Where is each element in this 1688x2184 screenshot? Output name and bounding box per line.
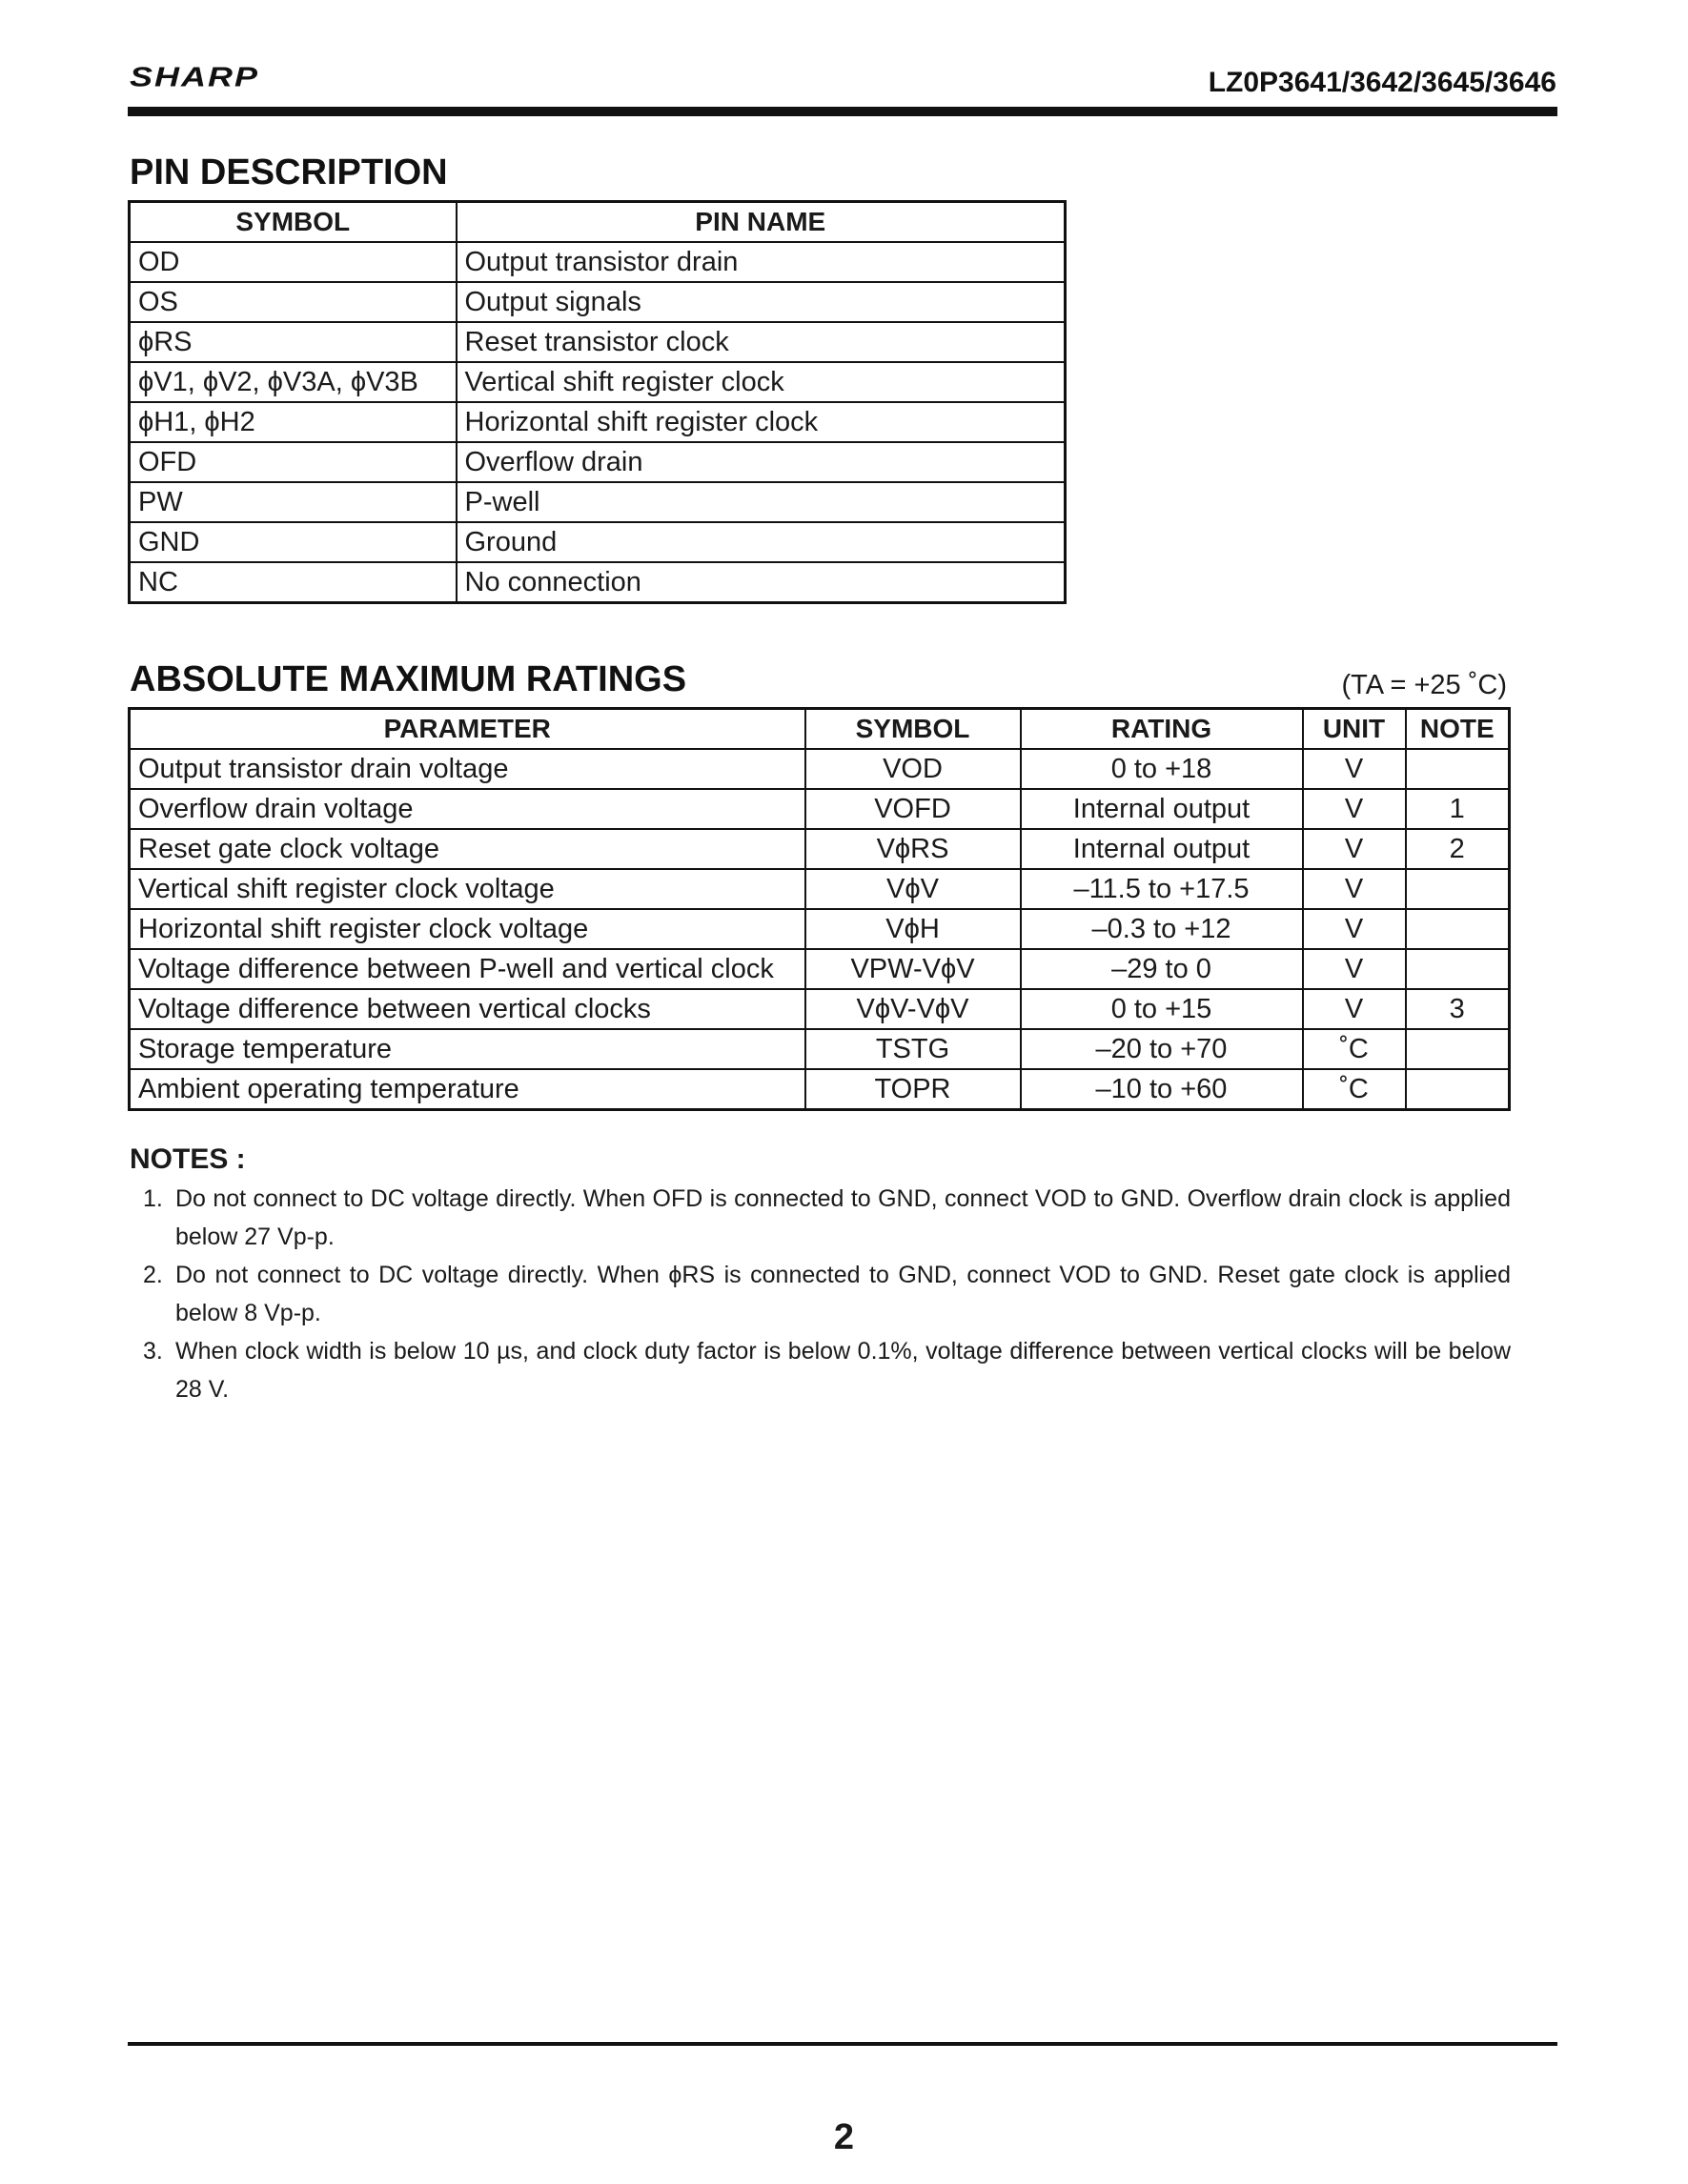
- temperature-condition: (TA = +25 ˚C): [1341, 670, 1507, 700]
- table-row: [130, 789, 1510, 829]
- rating-cell: –0.3 to +12: [1021, 909, 1303, 949]
- table-row: [130, 829, 1510, 869]
- pin-name-cell: No connection: [457, 562, 1066, 603]
- symbol-cell: OD: [130, 242, 457, 282]
- unit-cell: V: [1303, 949, 1406, 989]
- note-cell: 2: [1406, 829, 1510, 869]
- note-cell: [1406, 909, 1510, 949]
- note-number: 3.: [143, 1338, 163, 1365]
- table-row: [130, 242, 1066, 282]
- parameter-cell: Overflow drain voltage: [130, 789, 805, 829]
- absolute-max-title: ABSOLUTE MAXIMUM RATINGS: [130, 659, 687, 699]
- table-row: [130, 869, 1510, 909]
- pin-name-cell: Ground: [457, 522, 1066, 562]
- note-item: [143, 1180, 1511, 1256]
- symbol-cell: GND: [130, 522, 457, 562]
- note-cell: [1406, 749, 1510, 789]
- parameter-cell: Horizontal shift register clock voltage: [130, 909, 805, 949]
- table-row: [130, 402, 1066, 442]
- symbol-cell: VϕH: [805, 909, 1021, 949]
- symbol-cell: VϕV-VϕV: [805, 989, 1021, 1029]
- rating-cell: 0 to +18: [1021, 749, 1303, 789]
- note-text: Do not connect to DC voltage directly. When ϕRS is connected to GND, connect VOD to GND. Reset gate clock is applied below 8 Vp-p.: [175, 1262, 1511, 1326]
- rating-cell: Internal output: [1021, 789, 1303, 829]
- pin-name-cell: Vertical shift register clock: [457, 362, 1066, 402]
- symbol-cell: VOD: [805, 749, 1021, 789]
- table-header-row: [130, 202, 1066, 243]
- column-header: UNIT: [1303, 709, 1406, 750]
- rating-cell: –20 to +70: [1021, 1029, 1303, 1069]
- sharp-logo: SHARP: [130, 61, 260, 92]
- column-header: NOTE: [1406, 709, 1510, 750]
- symbol-cell: TOPR: [805, 1069, 1021, 1110]
- unit-cell: V: [1303, 749, 1406, 789]
- symbol-cell: VPW-VϕV: [805, 949, 1021, 989]
- table-row: [130, 1029, 1510, 1069]
- rating-cell: –10 to +60: [1021, 1069, 1303, 1110]
- table-row: [130, 442, 1066, 482]
- symbol-cell: ϕV1, ϕV2, ϕV3A, ϕV3B: [130, 362, 457, 402]
- column-header: PIN NAME: [457, 202, 1066, 243]
- note-text: Do not connect to DC voltage directly. When OFD is connected to GND, connect VOD to GND. Overflow drain clock is applied below 27 Vp-p.: [175, 1185, 1511, 1250]
- pin-name-cell: Reset transistor clock: [457, 322, 1066, 362]
- note-number: 1.: [143, 1185, 163, 1212]
- unit-cell: V: [1303, 909, 1406, 949]
- note-cell: 1: [1406, 789, 1510, 829]
- table-row: [130, 562, 1066, 603]
- unit-cell: V: [1303, 829, 1406, 869]
- rating-cell: –29 to 0: [1021, 949, 1303, 989]
- pin-name-cell: Overflow drain: [457, 442, 1066, 482]
- parameter-cell: Reset gate clock voltage: [130, 829, 805, 869]
- symbol-cell: ϕH1, ϕH2: [130, 402, 457, 442]
- parameter-cell: Output transistor drain voltage: [130, 749, 805, 789]
- column-header: SYMBOL: [805, 709, 1021, 750]
- note-item: [143, 1256, 1511, 1332]
- table-row: [130, 909, 1510, 949]
- pin-description-title: PIN DESCRIPTION: [130, 152, 448, 192]
- table-row: [130, 282, 1066, 322]
- unit-cell: ˚C: [1303, 1069, 1406, 1110]
- unit-cell: V: [1303, 989, 1406, 1029]
- pin-name-cell: Output signals: [457, 282, 1066, 322]
- note-cell: 3: [1406, 989, 1510, 1029]
- parameter-cell: Voltage difference between P-well and vertical clock: [130, 949, 805, 989]
- absolute-max-table: [128, 707, 1511, 1111]
- note-number: 2.: [143, 1262, 163, 1288]
- symbol-cell: TSTG: [805, 1029, 1021, 1069]
- parameter-cell: Storage temperature: [130, 1029, 805, 1069]
- parameter-cell: Ambient operating temperature: [130, 1069, 805, 1110]
- note-cell: [1406, 869, 1510, 909]
- pin-name-cell: P-well: [457, 482, 1066, 522]
- rating-cell: 0 to +15: [1021, 989, 1303, 1029]
- symbol-cell: VOFD: [805, 789, 1021, 829]
- rating-cell: –11.5 to +17.5: [1021, 869, 1303, 909]
- header-rule: [128, 107, 1557, 116]
- symbol-cell: VϕRS: [805, 829, 1021, 869]
- note-text: When clock width is below 10 µs, and clock duty factor is below 0.1%, voltage difference between vertical clocks will be below 28 V.: [175, 1338, 1511, 1403]
- table-row: [130, 1069, 1510, 1110]
- table-row: [130, 949, 1510, 989]
- note-cell: [1406, 1029, 1510, 1069]
- unit-cell: ˚C: [1303, 1029, 1406, 1069]
- pin-name-cell: Output transistor drain: [457, 242, 1066, 282]
- unit-cell: V: [1303, 789, 1406, 829]
- footer-rule: [128, 2042, 1557, 2046]
- symbol-cell: NC: [130, 562, 457, 603]
- table-header-row: [130, 709, 1510, 750]
- symbol-cell: PW: [130, 482, 457, 522]
- notes-list: [143, 1180, 1511, 1408]
- table-row: [130, 322, 1066, 362]
- note-cell: [1406, 1069, 1510, 1110]
- table-row: [130, 749, 1510, 789]
- note-cell: [1406, 949, 1510, 989]
- table-row: [130, 362, 1066, 402]
- parameter-cell: Voltage difference between vertical clocks: [130, 989, 805, 1029]
- table-row: [130, 482, 1066, 522]
- symbol-cell: ϕRS: [130, 322, 457, 362]
- page-number: 2: [833, 2117, 855, 2157]
- pin-name-cell: Horizontal shift register clock: [457, 402, 1066, 442]
- symbol-cell: VϕV: [805, 869, 1021, 909]
- model-number: LZ0P3641/3642/3645/3646: [1208, 67, 1556, 98]
- column-header: RATING: [1021, 709, 1303, 750]
- column-header: SYMBOL: [130, 202, 457, 243]
- table-row: [130, 522, 1066, 562]
- notes-title: NOTES :: [130, 1143, 246, 1175]
- unit-cell: V: [1303, 869, 1406, 909]
- symbol-cell: OS: [130, 282, 457, 322]
- column-header: PARAMETER: [130, 709, 805, 750]
- note-item: [143, 1332, 1511, 1408]
- table-row: [130, 989, 1510, 1029]
- parameter-cell: Vertical shift register clock voltage: [130, 869, 805, 909]
- symbol-cell: OFD: [130, 442, 457, 482]
- pin-description-table: [128, 200, 1067, 604]
- rating-cell: Internal output: [1021, 829, 1303, 869]
